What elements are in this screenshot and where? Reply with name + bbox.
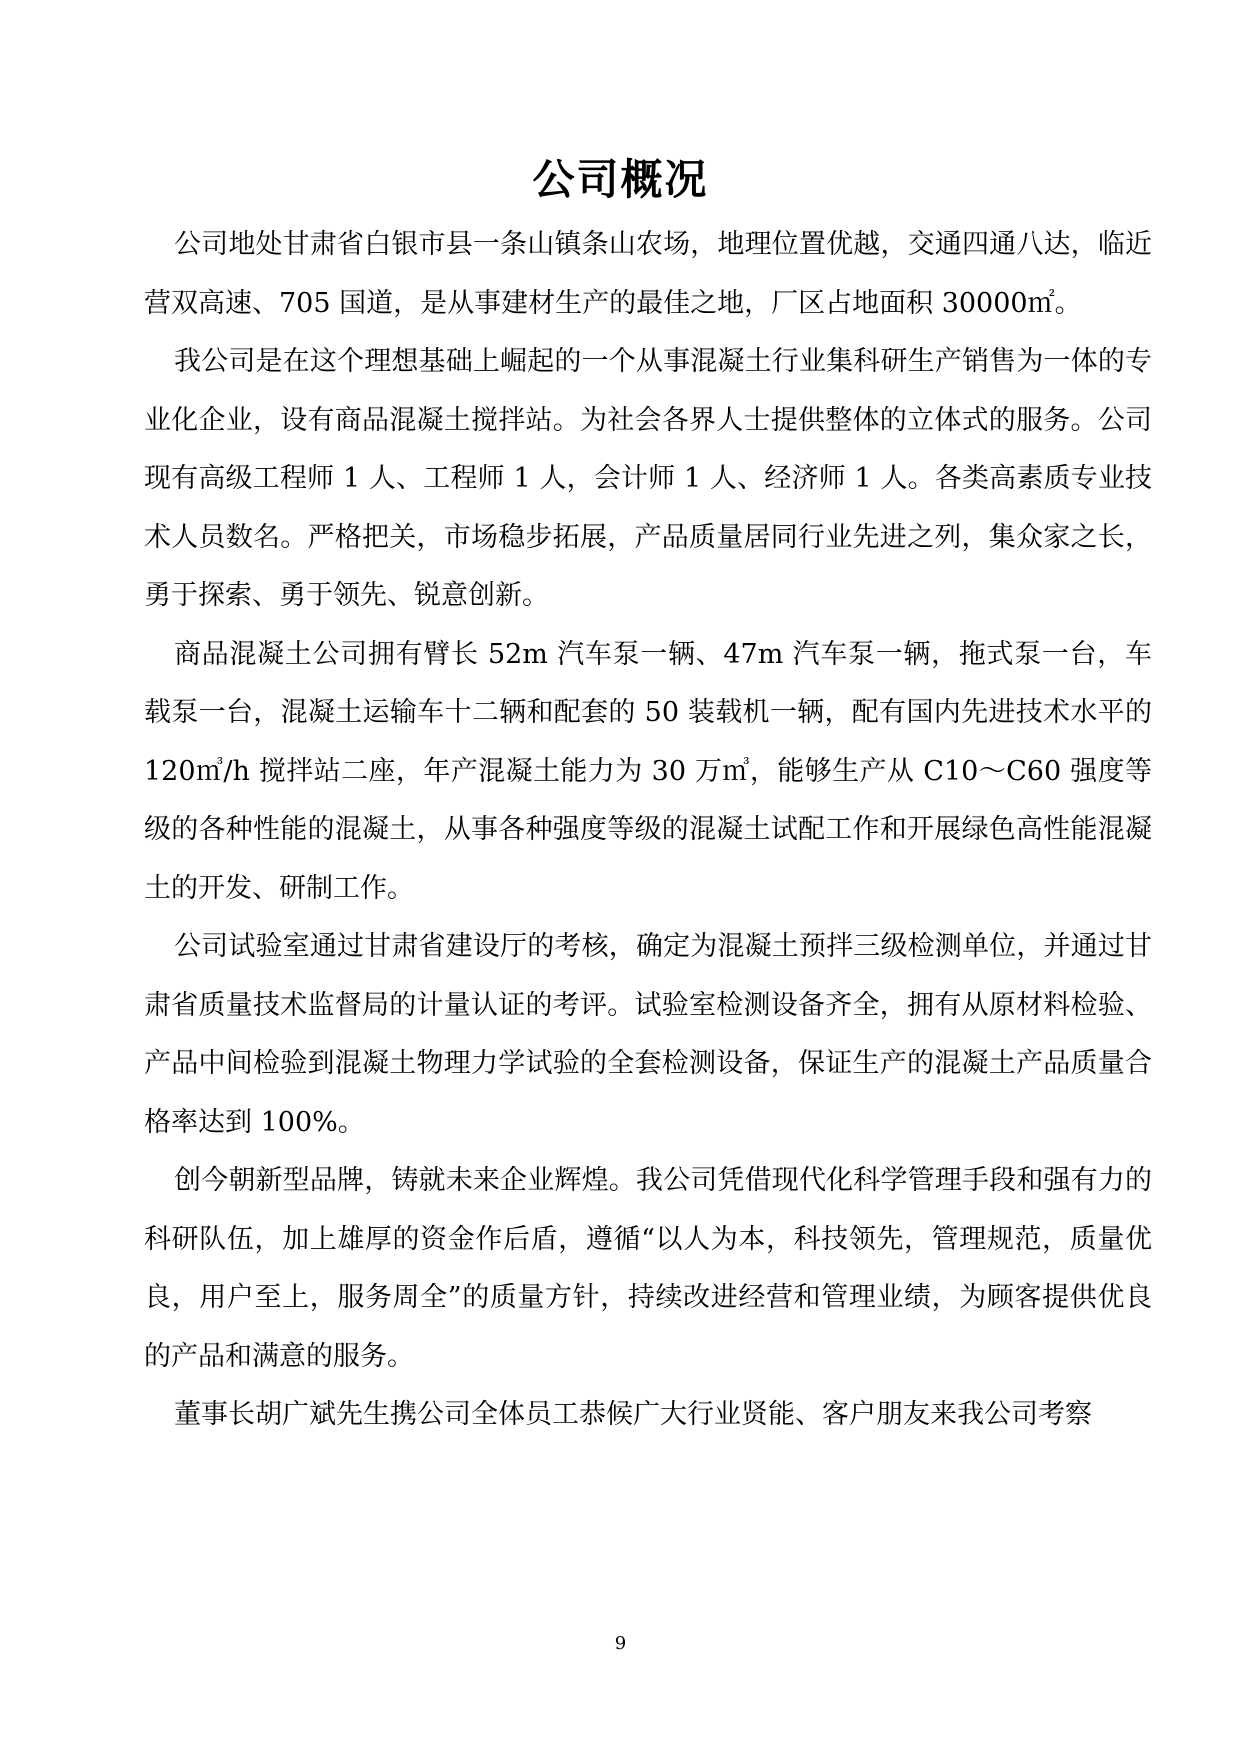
paragraph-equipment: 商品混凝土公司拥有臂长 52m 汽车泵一辆、47m 汽车泵一辆，拖式泵一台，车载泵一台，混凝土运输车十二辆和配套的 50 装载机一辆，配有国内先进技术水平的 120㎥/h 搅拌站二座，年产混凝土能力为 30 万㎥，能够生产从 C10～C60 强度等级的各种性能的混凝土，从事各种强度等级的混凝土试配工作和开展绿色高性能混凝土的开发、研制工作。 [144,638,1152,904]
paragraph-company-profile: 我公司是在这个理想基础上崛起的一个从事混凝土行业集科研生产销售为一体的专业化企业，设有商品混凝土搅拌站。为社会各界人士提供整体的立体式的服务。公司现有高级工程师 1 人、工程师 1 人，会计师 1 人、经济师 1 人。各类高素质专业技术人员数名。严格把关，市场稳步拓展，产品质量居同行业先进之列，集众家之长，勇于探索、勇于领先、锐意创新。 [144,346,1152,611]
paragraph-quality-policy: 创今朝新型品牌，铸就未来企业辉煌。我公司凭借现代化科学管理手段和强有力的科研队伍，加上雄厚的资金作后盾，遵循“以人为本，科技领先，管理规范，质量优良，用户至上，服务周全”的质量方针，持续改进经营和管理业绩，为顾客提供优良的产品和满意的服务。 [144,1165,1152,1372]
page-number: 9 [614,1633,627,1654]
paragraph-chairman: 董事长胡广斌先生携公司全体员工恭候广大行业贤能、客户朋友来我公司考察 [174,1399,1092,1430]
body-text [144,216,1152,1445]
paragraph-location: 公司地处甘肃省白银市县一条山镇条山农场，地理位置优越，交通四通八达，临近营双高速、705 国道，是从事建材生产的最佳之地，厂区占地面积 30000㎡。 [144,229,1152,319]
page-title: 公司概况 [532,155,709,204]
paragraph-laboratory: 公司试验室通过甘肃省建设厅的考核，确定为混凝土预拌三级检测单位，并通过甘肃省质量技术监督局的计量认证的考评。试验室检测设备齐全，拥有从原材料检验、产品中间检验到混凝土物理力学试验的全套检测设备，保证生产的混凝土产品质量合格率达到 100%。 [144,931,1152,1138]
